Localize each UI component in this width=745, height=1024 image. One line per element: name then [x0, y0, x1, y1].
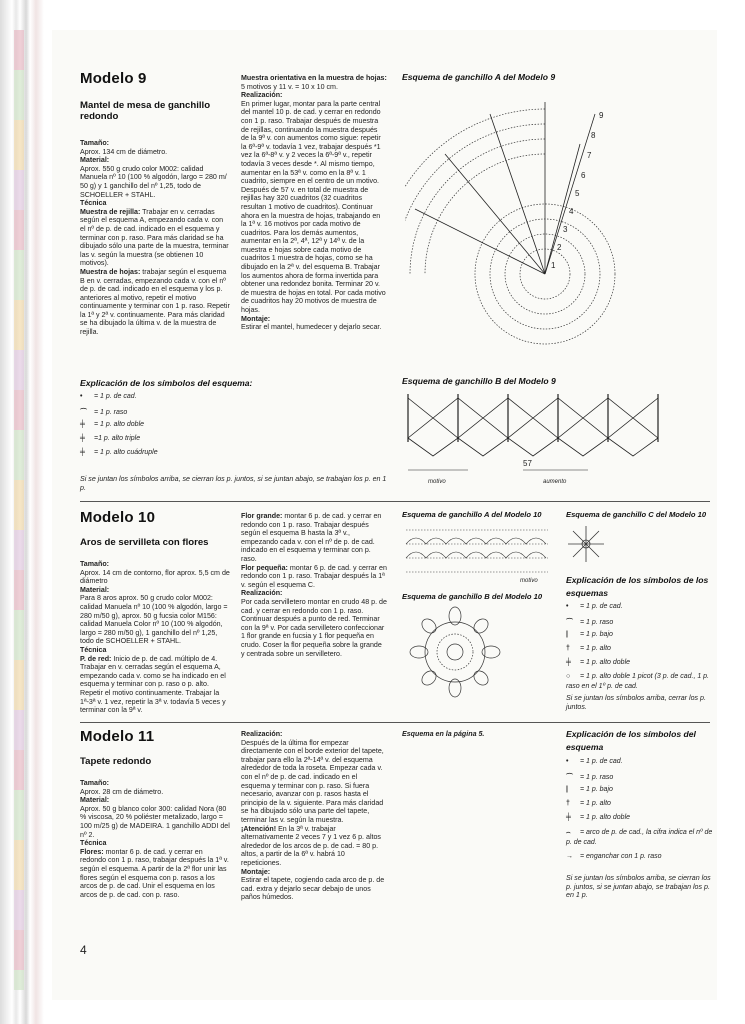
- m10-col1: [80, 560, 230, 715]
- m10-legend-item: [566, 672, 716, 692]
- legend-text: = enganchar con 1 p. raso: [580, 853, 662, 860]
- m10-legend-item: [566, 645, 611, 652]
- m10-diagram-A: [402, 522, 552, 584]
- m11-legend-item: [566, 758, 623, 765]
- m9-tecnica-label: Técnica: [80, 199, 107, 208]
- m10-tecnica-label: Técnica: [80, 645, 107, 654]
- legend-symbol: |: [566, 631, 568, 638]
- m9-orient-label: Muestra orientativa en la muestra de hojas:: [241, 74, 387, 82]
- m9-diagram-B: [403, 388, 668, 488]
- m11-legend-item: [566, 814, 630, 821]
- legend-symbol: ╪: [566, 659, 571, 666]
- m10-diagram-C: [566, 524, 606, 564]
- m11-flores-label: Flores:: [80, 847, 104, 856]
- m10-esqC-title: Esquema de ganchillo C del Modelo 10: [566, 510, 707, 519]
- legend-text: = 1 p. raso: [580, 619, 614, 626]
- m9-legend-item: [80, 393, 137, 400]
- legend-symbol: ⌒: [566, 619, 573, 626]
- legend-text: = 1 p. alto: [580, 645, 611, 652]
- m10-fpeq-label: Flor pequeña:: [241, 563, 288, 572]
- legend-symbol: †: [566, 800, 570, 807]
- m9-material: Aprox. 550 g crudo color M002: calidad Manuela nº 10 (100 % algodón, largo = 280 m/ 50 g) y 1 ganchillo del nº 1,25, todo de SCHOELLER + STAHL.: [80, 164, 227, 199]
- m10-legend-item: [566, 659, 630, 666]
- section-divider: [80, 501, 710, 502]
- page-edge-strip: [14, 30, 24, 990]
- legend-symbol: ⌢: [566, 829, 571, 836]
- legend-symbol: →: [566, 853, 573, 860]
- legend-symbol: ╪: [80, 449, 85, 456]
- m10-esqB-title: Esquema de ganchillo B del Modelo 10: [402, 592, 543, 601]
- m10-fpeq: montar 6 p. de cad. y cerrar en redondo con 1 p. raso. Trabajar después la 1ª v. según el esquema C.: [241, 563, 387, 589]
- m9-legend-item: [80, 435, 140, 442]
- m11-legend-item: [566, 853, 662, 860]
- m10-note: Si se juntan los símbolos arriba, cerrar los p. juntos.: [566, 694, 706, 711]
- legend-symbol: †: [566, 645, 570, 652]
- m9-orient: 5 motivos y 11 v. = 10 x 10 cm.: [241, 82, 338, 91]
- m9-material-label: Material:: [80, 156, 110, 165]
- legend-symbol: |: [566, 786, 568, 793]
- m9-legend-item: [80, 449, 158, 456]
- m9-row-label: 3: [563, 225, 568, 234]
- legend-text: = 1 p. raso: [94, 409, 128, 416]
- m9-aumento-label: aumento: [543, 479, 567, 485]
- m10-subtitle: Aros de servilleta con flores: [80, 537, 209, 548]
- m9-subtitle: Mantel de mesa de ganchillo redondo: [80, 100, 211, 122]
- m9-motivo-label: motivo: [428, 479, 446, 485]
- m11-flores: montar 6 p. de cad. y cerrar en redondo con 1 p. raso, trabajar después la 1ª v. según el esquema. A partir de la 2ª flor unir las flores según el esquema con p. rasos a los arcos de p. de cad. Unir el esquema en los arcos de p. de cad. con p. raso.: [80, 847, 229, 899]
- m9-col1: [80, 139, 230, 337]
- m9-esqB-title: Esquema de ganchillo B del Modelo 9: [402, 376, 556, 386]
- m10-title: Modelo 10: [80, 509, 156, 526]
- m9-montaje-label: Montaje:: [241, 314, 271, 323]
- m9-row-label: 5: [575, 189, 580, 198]
- m10-fgrande: montar 6 p. de cad. y cerrar en redondo con 1 p. raso. Trabajar después según el esquema B hasta la 3ª v., empezando cada v. con el nº de p. de cad. indicado en el esquema y terminar con p. raso.: [241, 512, 382, 563]
- legend-symbol: ⌒: [80, 409, 87, 416]
- legend-text: = 1 p. de cad.: [580, 603, 623, 610]
- m11-col2: [241, 730, 387, 902]
- m11-esquema-ref: Esquema en la página 5.: [402, 730, 485, 738]
- legend-text: = arco de p. de cad., la cifra indica el nº de p. de cad.: [566, 829, 713, 846]
- m11-tecnica-label: Técnica: [80, 839, 107, 848]
- legend-text: = 1 p. bajo: [580, 631, 613, 638]
- m11-material-label: Material:: [80, 796, 110, 805]
- m9-row-57: 57: [523, 459, 532, 468]
- m10-legend-item: [566, 603, 623, 610]
- m11-tamano-label: Tamaño:: [80, 779, 110, 787]
- m10-pred: Inicio de p. de cad. múltiplo de 4. Trabajar en v. cerradas según el esquema A, empezando cada v. como se ha indicado en el esquema y terminar con p. raso o p. alto. Repetir el motivo continuamente. Trabajar la 1ª-3ª v. 1 vez, repetir la 3ª v. todavía 5 veces y terminar con la 9ª v.: [80, 654, 226, 715]
- legend-symbol: ⌒: [566, 774, 573, 781]
- legend-symbol: ╪: [566, 814, 571, 821]
- m9-note: Si se juntan los símbolos arriba, se cierran los p. juntos, si se juntan abajo, se trabajan los p. en 1 p.: [80, 475, 387, 492]
- m11-atencion-label: ¡Atención!: [241, 824, 277, 833]
- m9-esqA-title: Esquema de ganchillo A del Modelo 9: [402, 72, 556, 82]
- legend-symbol: ╪: [80, 421, 85, 428]
- m11-material: Aprox. 50 g blanco color 300: calidad Nora (80 % viscosa, 20 % poliéster metalizado, largo = 100 m/25 g) de MADEIRA. 1 ganchillo ADDI del nº 2.: [80, 804, 230, 839]
- legend-text: = 1 p. alto doble 1 picot (3 p. de cad., 1 p. raso en el 1º p. de cad.: [566, 673, 710, 690]
- m10-fgrande-label: Flor grande:: [241, 512, 283, 520]
- m9-row-label: 8: [591, 131, 596, 140]
- legend-text: = 1 p. raso: [580, 774, 614, 781]
- page-number: 4: [80, 943, 87, 957]
- legend-text: = 1 p. de cad.: [94, 393, 137, 400]
- m10-col2: [241, 512, 387, 658]
- m11-expl-head: Explicación de los símbolos del esquema: [566, 729, 696, 752]
- m11-col1: [80, 779, 230, 899]
- legend-text: = 1 p. alto doble: [580, 659, 631, 666]
- book-binding: [0, 0, 48, 1024]
- m11-legend-item: [566, 800, 611, 807]
- m9-title: Modelo 9: [80, 70, 147, 87]
- m11-montaje: Estirar el tapete, cogiendo cada arco de p. de cad. extra y dejarlo secar debajo de unos paños húmedos.: [241, 876, 385, 902]
- legend-text: = 1 p. alto cuádruple: [94, 449, 158, 456]
- m11-legend-item: [566, 786, 613, 793]
- legend-text: = 1 p. alto doble: [94, 421, 145, 428]
- m9-row-label: 2: [557, 243, 562, 252]
- legend-text: =1 p. alto triple: [94, 435, 141, 442]
- legend-text: = 1 p. alto doble: [580, 814, 631, 821]
- m10-legend-item: [566, 617, 613, 627]
- m9-tamano-label: Tamaño:: [80, 139, 110, 147]
- m9-row-label: 4: [569, 207, 574, 216]
- m10-real-label: Realización:: [241, 589, 283, 598]
- legend-symbol: ╪: [80, 435, 85, 442]
- legend-text: = 1 p. de cad.: [580, 758, 623, 765]
- m9-rejilla-label: Muestra de rejilla:: [80, 207, 141, 216]
- m9-hojas-label: Muestra de hojas:: [80, 267, 141, 276]
- m9-row-label: 9: [599, 111, 604, 120]
- m9-col2: [241, 74, 387, 332]
- legend-symbol: ○: [566, 673, 571, 680]
- m10-esqA-title: Esquema de ganchillo A del Modelo 10: [402, 510, 542, 519]
- m9-real: En primer lugar, montar para la parte central del mantel 10 p. de cad. y cerrar en redondo con 1 p. raso. Trabajar después de muestra de rejillas, continuando la muestra después de la 9ª v. con aumentos como sigue: repetir la 6ª-9ª v. todavía 1 vez, trabajar después *1 vez la 6ª-8ª v. y 2 veces la 6ª-9ª v., repetir todavía 3 veces desde *. Al mismo tiempo, aumentar en la 53ª v. como en la 8ª v. 1 cuadrito, siempre en el centro de un motivo. Después de 57 v. en total de muestra de rejillas hay 320 cuadritos (32 cuadritos resultan 1 motivo de cuadritos). Continuar ahora en la muestra de hojas, trabajando en la 1ª v. 16 motivos por cada motivo de cuadritos. Para los demás aumentos, aumentar en la 2ª, 4ª, 12ª y 14ª v. de la muestra e hojas sobre cada motivo de cuadritos 1 muestra de hojas, como se ha dibujado en la 2ª v. del esquema B. Trabajar los aumentos ahora de forma invertida para obtener una redondez bonita. Terminar 20 v. de muestra de hojas en total. Por cada motivo de cuadritos hay 20 motivos de muestra de hojas.: [241, 99, 386, 315]
- m9-diagram-A: [405, 84, 630, 369]
- m9-hojas: trabajar según el esquema B en v. cerradas, empezando cada v. con el nº de p. de cad. indicado en el esquema y los p. anteriores al motivo, repetir el motivo continuamente y terminar con 1 p. raso. Repetir la 1ª y 2ª v. continuamente. Para más claridad se ha dibujado la última v. de la muestra de rejilla.: [80, 267, 230, 337]
- m11-tamano: Aprox. 28 cm de diámetro.: [80, 787, 164, 796]
- legend-symbol: •: [566, 603, 569, 610]
- m10-diagram-B: [405, 604, 505, 700]
- m9-real-label: Realización:: [241, 91, 283, 100]
- m11-real: Después de la última flor empezar directamente con el borde exterior del tapete, trabajar para ello la 2ª-14ª v. del esquema alrededor de toda la roseta. Empezar cada v. con el nº de p. de cad. indicado en el esquema y terminar con p. raso. Si fuera necesario, avanzar con p. rasos hasta el principio de la v. siguiente. Para más claridad se ha dibujado sólo una parte del tapete, terminar las v. según la muestra.: [241, 738, 384, 824]
- m9-expl-head: Explicación de los símbolos del esquema:: [80, 378, 253, 388]
- m10-real: Por cada servilletero montar en crudo 48 p. de cad. y cerrar en redondo con 1 p. raso. Continuar después a punto de red. Terminar con la 9ª v. Por cada servilletero confeccionar 1 flor grande en fucsia y 1 flor pequeña en crudo. Coser la flor pequeña sobre la grande y centrada sobre un servilletero.: [241, 597, 387, 658]
- m9-row-label: 6: [581, 171, 586, 180]
- m11-note: Si se juntan los símbolos arriba, se cierran los p. juntos, si se juntan abajo, se trabajan los p. en 1 p.: [566, 874, 711, 900]
- m10-motivo-label: motivo: [520, 578, 538, 584]
- m10-legend-item: [566, 631, 613, 638]
- legend-symbol: •: [566, 758, 569, 765]
- m11-montaje-label: Montaje:: [241, 867, 271, 876]
- legend-symbol: •: [80, 393, 83, 400]
- m10-tamano: Aprox. 14 cm de contorno, flor aprox. 5,5 cm de diámetro: [80, 568, 230, 586]
- m9-montaje: Estirar el mantel, humedecer y dejarlo secar.: [241, 323, 382, 332]
- m9-rejilla: Trabajar en v. cerradas según el esquema A, empezando cada v. con el nº de p. de cad. indicado en el esquema y terminar con p. raso. Para más claridad se ha dibujado sólo una parte de la muestra, terminar las v. según la muestra (se obtienen 10 motivos).: [80, 207, 229, 268]
- m10-material: Para 8 aros aprox. 50 g crudo color M002: calidad Manuela nº 10 (100 % algodón, largo = 280 m/50 g), aprox. 50 g fucsia color M156: calidad Manuela Color nº 10 (100 % algodón, largo = 280 m/50 g), 1 ganchillo del nº 1,25, todo de SCHOELLER + STAHL.: [80, 594, 228, 646]
- m9-tamano: Aprox. 134 cm de diámetro.: [80, 147, 168, 156]
- m11-subtitle: Tapete redondo: [80, 756, 152, 767]
- m11-title: Modelo 11: [80, 728, 155, 745]
- m9-legend-item: [80, 421, 144, 428]
- m9-row-label: 1: [551, 261, 556, 270]
- m9-row-label: 7: [587, 151, 592, 160]
- m11-legend-item: [566, 828, 716, 848]
- m10-material-label: Material:: [80, 585, 110, 594]
- m10-tamano-label: Tamaño:: [80, 560, 110, 568]
- m10-expl-head: Explicación de los símbolos de los esquemas: [566, 575, 709, 598]
- legend-text: = 1 p. bajo: [580, 786, 613, 793]
- m9-legend-item: [80, 407, 127, 417]
- m11-real-label: Realización:: [241, 730, 283, 738]
- section-divider: [80, 722, 710, 723]
- m10-pred-label: P. de red:: [80, 654, 112, 663]
- m11-legend-item: [566, 772, 613, 782]
- legend-text: = 1 p. alto: [580, 800, 611, 807]
- m11-atencion: En la 3ª v. trabajar alternativamente 2 veces 7 y 1 vez 6 p. altos alrededor de los arcos de p. de cad. = 80 p. altos, a partir de la 6ª v. habrá 10 repeticiones.: [241, 824, 381, 867]
